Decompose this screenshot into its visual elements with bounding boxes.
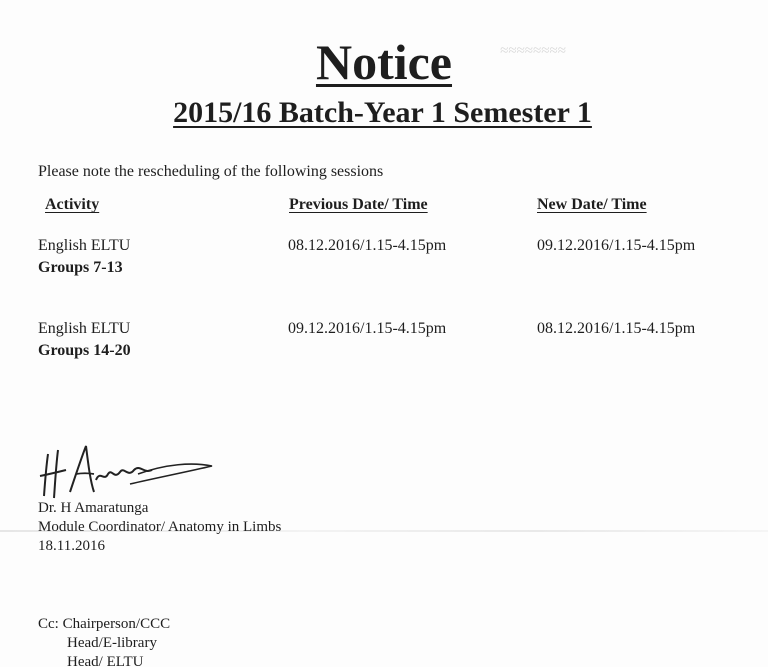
signatory-role: Module Coordinator/ Anatomy in Limbs bbox=[38, 519, 282, 535]
cc-line: Head/ ELTU bbox=[67, 654, 144, 667]
notice-subtitle: 2015/16 Batch-Year 1 Semester 1 bbox=[173, 96, 592, 129]
row-previous-date: 08.12.2016/1.15-4.15pm bbox=[288, 237, 447, 254]
row-new-date: 08.12.2016/1.15-4.15pm bbox=[537, 320, 696, 337]
row-previous-date: 09.12.2016/1.15-4.15pm bbox=[288, 320, 447, 337]
handwritten-signature bbox=[36, 440, 221, 502]
row-new-date: 09.12.2016/1.15-4.15pm bbox=[537, 237, 696, 254]
row-group: Groups 7-13 bbox=[38, 259, 123, 276]
header-previous-date: Previous Date/ Time bbox=[289, 196, 428, 213]
bleed-through-artifact: ≈≈≈≈≈≈≈≈ bbox=[500, 41, 566, 57]
header-new-date: New Date/ Time bbox=[537, 196, 647, 213]
row-group: Groups 14-20 bbox=[38, 342, 131, 359]
header-activity: Activity bbox=[45, 196, 100, 213]
cc-list bbox=[38, 615, 170, 667]
cc-line: Head/E-library bbox=[67, 635, 157, 651]
signatory-name: Dr. H Amaratunga bbox=[38, 500, 149, 516]
signatory-block bbox=[38, 499, 281, 556]
notice-date: 18.11.2016 bbox=[38, 538, 105, 554]
intro-text: Please note the rescheduling of the following sessions bbox=[38, 163, 384, 180]
row-activity: English ELTU bbox=[38, 237, 131, 254]
cc-line: Cc: Chairperson/CCC bbox=[38, 616, 171, 632]
row-activity: English ELTU bbox=[38, 320, 131, 337]
notice-title: Notice bbox=[315, 34, 453, 90]
